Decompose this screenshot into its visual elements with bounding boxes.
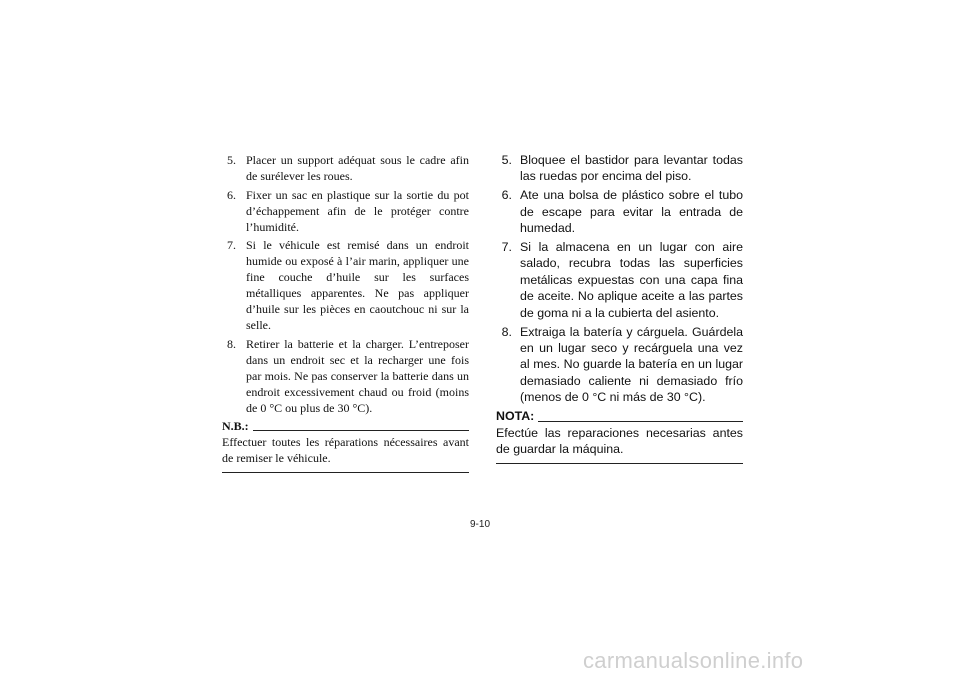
note-label: NOTA: bbox=[496, 409, 535, 424]
french-column bbox=[222, 152, 469, 473]
item-text: Si la almacena en un lugar con aire salado, recubra todas las superficies metálicas expuestas con una capa fina de aceite. No aplique aceite a las partes de goma ni a la cubierta del asiento. bbox=[520, 240, 743, 320]
item-text: Placer un support adéquat sous le cadre afin de surélever les roues. bbox=[246, 153, 469, 183]
item-text: Fixer un sac en plastique sur la sortie du pot d’échappement afin de le protéger contre l’humidité. bbox=[246, 187, 469, 234]
item-text: Ate una bolsa de plástico sobre el tubo de escape para evitar la entrada de humedad. bbox=[520, 188, 743, 236]
item-text: Retirer la batterie et la charger. L’entreposer dans un endroit sec et la recharger une fois par mois. Ne pas conserver la batterie dans un endroit excessivement chaud ou froid (moins de 0 °C ou plus de 30 °C). bbox=[246, 336, 469, 415]
watermark: carmanualsonline.info bbox=[583, 648, 804, 673]
page-number: 9-10 bbox=[469, 519, 490, 530]
note-rule bbox=[253, 430, 469, 431]
item-number: 8. bbox=[501, 324, 512, 339]
list-item bbox=[496, 152, 743, 185]
item-number: 7. bbox=[227, 238, 236, 252]
list-item bbox=[496, 187, 743, 236]
note-text: Efectúe las reparaciones necesarias antes de guardar la máquina. bbox=[496, 425, 743, 456]
list-item bbox=[222, 237, 469, 333]
item-number: 6. bbox=[501, 188, 512, 203]
list-item bbox=[496, 324, 743, 406]
item-number: 5. bbox=[501, 153, 512, 167]
list-item bbox=[222, 187, 469, 235]
item-text: Bloquee el bastidor para levantar todas las ruedas por encima del piso. bbox=[520, 153, 743, 184]
note-end-rule bbox=[496, 463, 743, 464]
item-text: Si le véhicule est remisé dans un endroit humide ou exposé à l’air marin, appliquer une fine couche d’huile sur les surfaces métalliques apparentes. Ne pas appliquer d’huile sur les pièces en caoutchouc ni sur la selle. bbox=[246, 238, 469, 332]
item-number: 5. bbox=[227, 153, 236, 167]
list-item bbox=[222, 152, 469, 184]
note-text: Effectuer toutes les réparations nécessaires avant de remiser le véhicule. bbox=[222, 435, 469, 465]
item-text: Extraiga la batería y cárguela. Guárdela en un lugar seco y recárguela una vez al mes. No guarde la batería en un lugar demasiado caliente ni demasiado frío (menos de 0 °C ni más de 30 °C). bbox=[520, 324, 743, 405]
item-number: 7. bbox=[501, 240, 512, 255]
item-number: 8. bbox=[227, 336, 236, 351]
list-item bbox=[496, 239, 743, 321]
note-label: N.B.: bbox=[222, 419, 249, 433]
item-number: 6. bbox=[227, 187, 236, 202]
spanish-column bbox=[496, 152, 743, 464]
note-rule bbox=[538, 421, 743, 422]
list-item bbox=[222, 336, 469, 416]
note-header bbox=[496, 408, 743, 424]
note-header bbox=[222, 418, 469, 434]
note-end-rule bbox=[222, 472, 469, 473]
